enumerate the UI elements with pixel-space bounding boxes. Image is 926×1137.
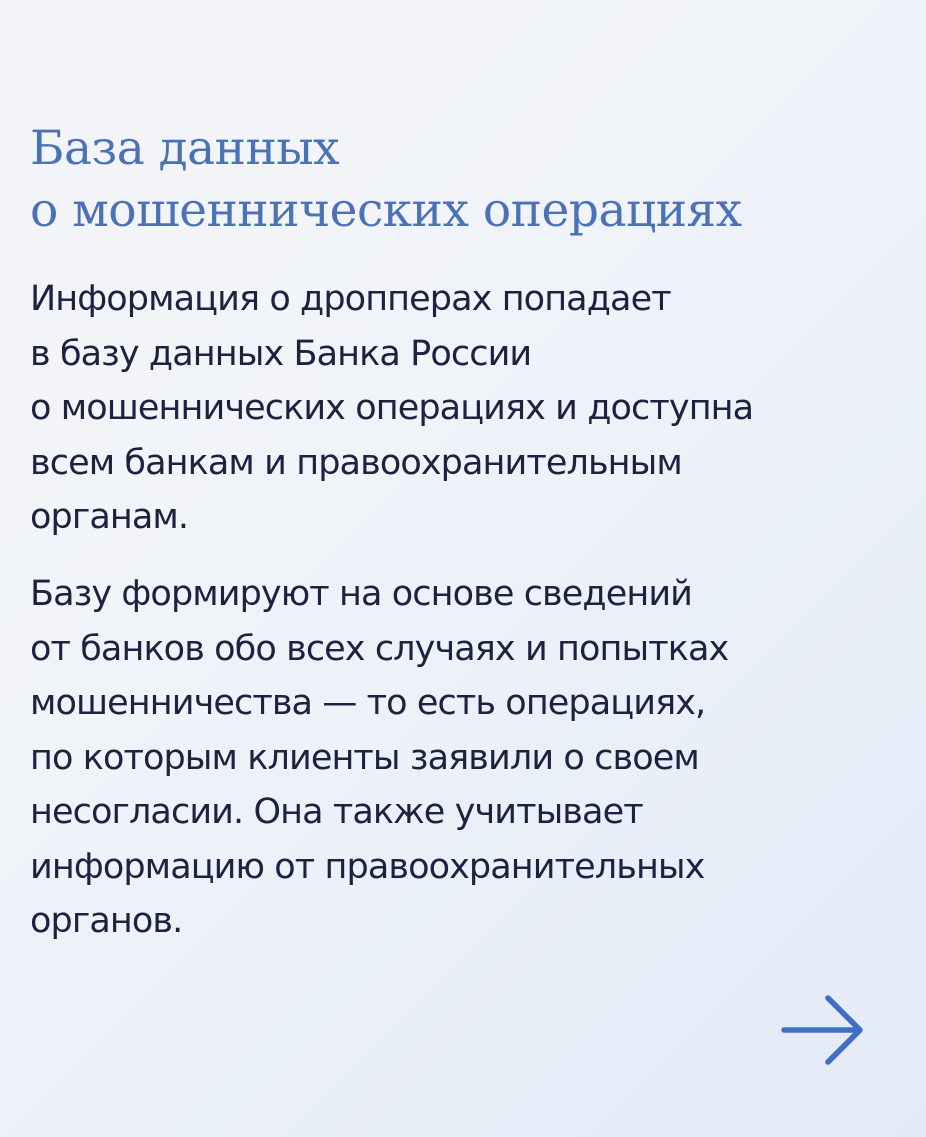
next-slide-button[interactable]: [778, 985, 868, 1075]
paragraph-line: по которым клиенты заявили о своем: [30, 737, 699, 778]
paragraph-line: органам.: [30, 497, 189, 537]
paragraph-line: о мошеннических операциях и доступна: [30, 388, 754, 428]
paragraph-line: от банков обо всех случаях и попытках: [30, 628, 729, 669]
paragraph-line: в базу данных Банка России: [30, 333, 532, 374]
paragraph-droppers-info: [30, 272, 910, 545]
title-line: о мошеннических операциях: [30, 183, 742, 238]
paragraph-line: Базу формируют на основе сведений: [30, 574, 693, 614]
paragraph-line: мошенничества — то есть операциях,: [30, 683, 706, 723]
paragraph-database-formation: [30, 567, 910, 949]
paragraph-line: информацию от правоохранительных: [30, 846, 705, 887]
paragraph-line: Информация о дропперах попадает: [30, 279, 671, 319]
paragraph-line: несогласии. Она также учитывает: [30, 792, 643, 832]
title-line: База данных: [30, 121, 340, 176]
paragraph-line: всем банкам и правоохранительным: [30, 442, 682, 483]
paragraph-line: органов.: [30, 901, 183, 941]
arrow-right-icon: [778, 985, 868, 1075]
slide-title: [30, 118, 910, 242]
